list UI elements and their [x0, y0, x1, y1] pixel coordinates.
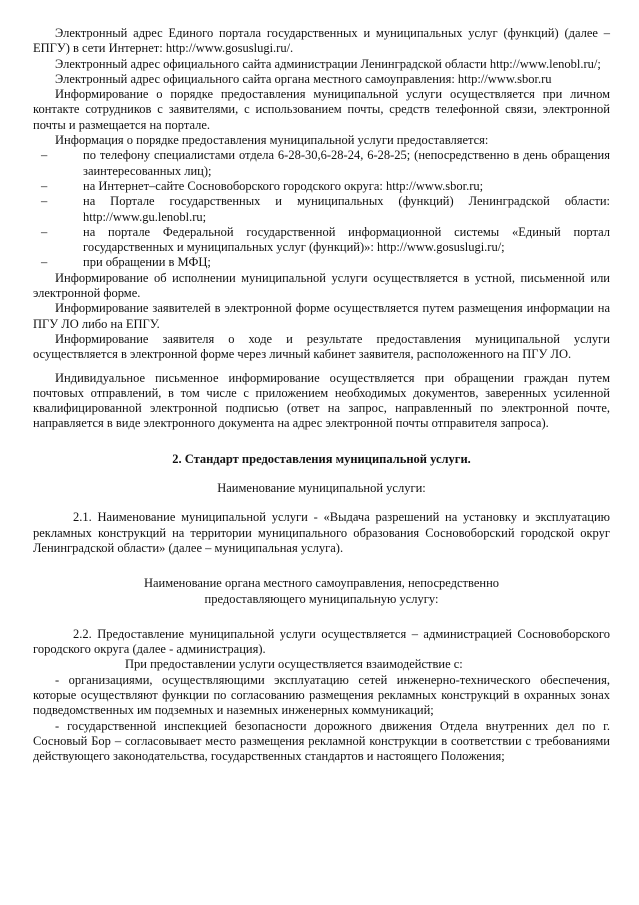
- list-item: [33, 225, 610, 256]
- list-item-text: на Интернет–сайте Сосновоборского городского округа: http://www.sbor.ru;: [83, 178, 484, 193]
- paragraph-execution-info: Информирование об исполнении муниципальной услуги осуществляется в устной, письменной или электронной форме.: [33, 270, 610, 301]
- paragraph-local-site-address: Электронный адрес официального сайта органа местного самоуправления: http://www.sbor.ru: [55, 71, 552, 86]
- list-item-text: на портале Федеральной государственной информационной системы «Единый портал государственных и муниципальных услуг (функций)»: http://www.gosuslugi.ru/;: [83, 224, 610, 255]
- list-item: [33, 194, 610, 225]
- paragraph-engineering-orgs: - организациями, осуществляющими эксплуатацию сетей инженерно-технического обеспечения, которые осуществляют функции по согласованию размещения рекламных конструкций в охранных зонах подведомственных им подземных и наземных инженерных коммуникаций;: [33, 672, 610, 718]
- list-item: [33, 179, 610, 194]
- paragraph-info-provided: Информация о порядке предоставления муниципальной услуги предоставляется:: [55, 133, 489, 148]
- list-item-text: по телефону специалистами отдела 6-28-30,6-28-24, 6-28-25; (непосредственно в день обращения заинтересованных лиц);: [83, 148, 610, 178]
- paragraph-interaction: При предоставлении услуги осуществляется взаимодействие с:: [125, 657, 463, 672]
- list-dash: –: [41, 255, 48, 270]
- list-dash: –: [41, 194, 48, 209]
- list-item: [33, 148, 610, 179]
- paragraph-electronic-info: Информирование заявителей в электронной форме осуществляется путем размещения информации на ПГУ ЛО либо на ЕПГУ.: [33, 301, 610, 331]
- section-title: 2. Стандарт предоставления муниципальной услуги.: [172, 451, 471, 466]
- paragraph-2-2: 2.2. Предоставление муниципальной услуги осуществляется – администрацией Сосновоборского городского округа (далее - администрация).: [33, 626, 610, 657]
- list-dash: –: [41, 224, 48, 239]
- subheading-service-name: Наименование муниципальной услуги:: [217, 481, 426, 496]
- list-item: [33, 255, 610, 270]
- paragraph-epgu-address: Электронный адрес Единого портала государственных и муниципальных услуг (функций) (далее – ЕПГУ) в сети Интернет: http://www.gosuslugi.ru/.: [33, 26, 610, 56]
- subheading-authority-line2: предоставляющего муниципальную услугу:: [204, 591, 439, 606]
- paragraph-lenobl-address: Электронный адрес официального сайта администрации Ленинградской области http://www.lenobl.ru/;: [55, 56, 601, 71]
- paragraph-written-info: Индивидуальное письменное информирование осуществляется при обращении граждан путем почтовых отправлений, в том числе с приложением необходимых документов, заверенных усиленной квалифицированной электронной подписью (ответ на запрос, направленный по электронной почте, направляется в виде электронного документа на адрес электронной почты отправителя запроса).: [33, 370, 610, 431]
- list-item-text: на Портале государственных и муниципальных (функций) Ленинградской области: http://www.gu.lenobl.ru;: [83, 194, 610, 224]
- list-item-text: при обращении в МФЦ;: [83, 255, 211, 270]
- list-dash: –: [41, 178, 48, 193]
- info-channels-list: [33, 148, 610, 270]
- paragraph-informing-procedure: Информирование о порядке предоставления муниципальной услуги осуществляется при личном контакте сотрудников с заявителями, с использованием почты, средств телефонной связи, электронной почты и размещается на портале.: [33, 87, 610, 132]
- list-dash: –: [41, 148, 48, 163]
- subheading-authority-line1: Наименование органа местного самоуправления, непосредственно: [143, 576, 500, 591]
- paragraph-2-1: 2.1. Наименование муниципальной услуги - «Выдача разрешений на установку и эксплуатацию рекламных конструкций на территории муниципального образования Сосновоборский городской округ Ленинградской области» (далее – муниципальная услуга).: [33, 510, 610, 555]
- paragraph-progress-info: Информирование заявителя о ходе и результате предоставления муниципальной услуги осуществляется в электронной форме через личный кабинет заявителя, расположенного на ПГУ ЛО.: [33, 331, 610, 362]
- paragraph-gibdd: - государственной инспекцией безопасности дорожного движения Отдела внутренних дел по г. Сосновый Бор – согласовывает место размещения рекламной конструкции в соответствии с требованиями действующего законодательства, государственных стандартов и настоящего Положения;: [33, 718, 610, 764]
